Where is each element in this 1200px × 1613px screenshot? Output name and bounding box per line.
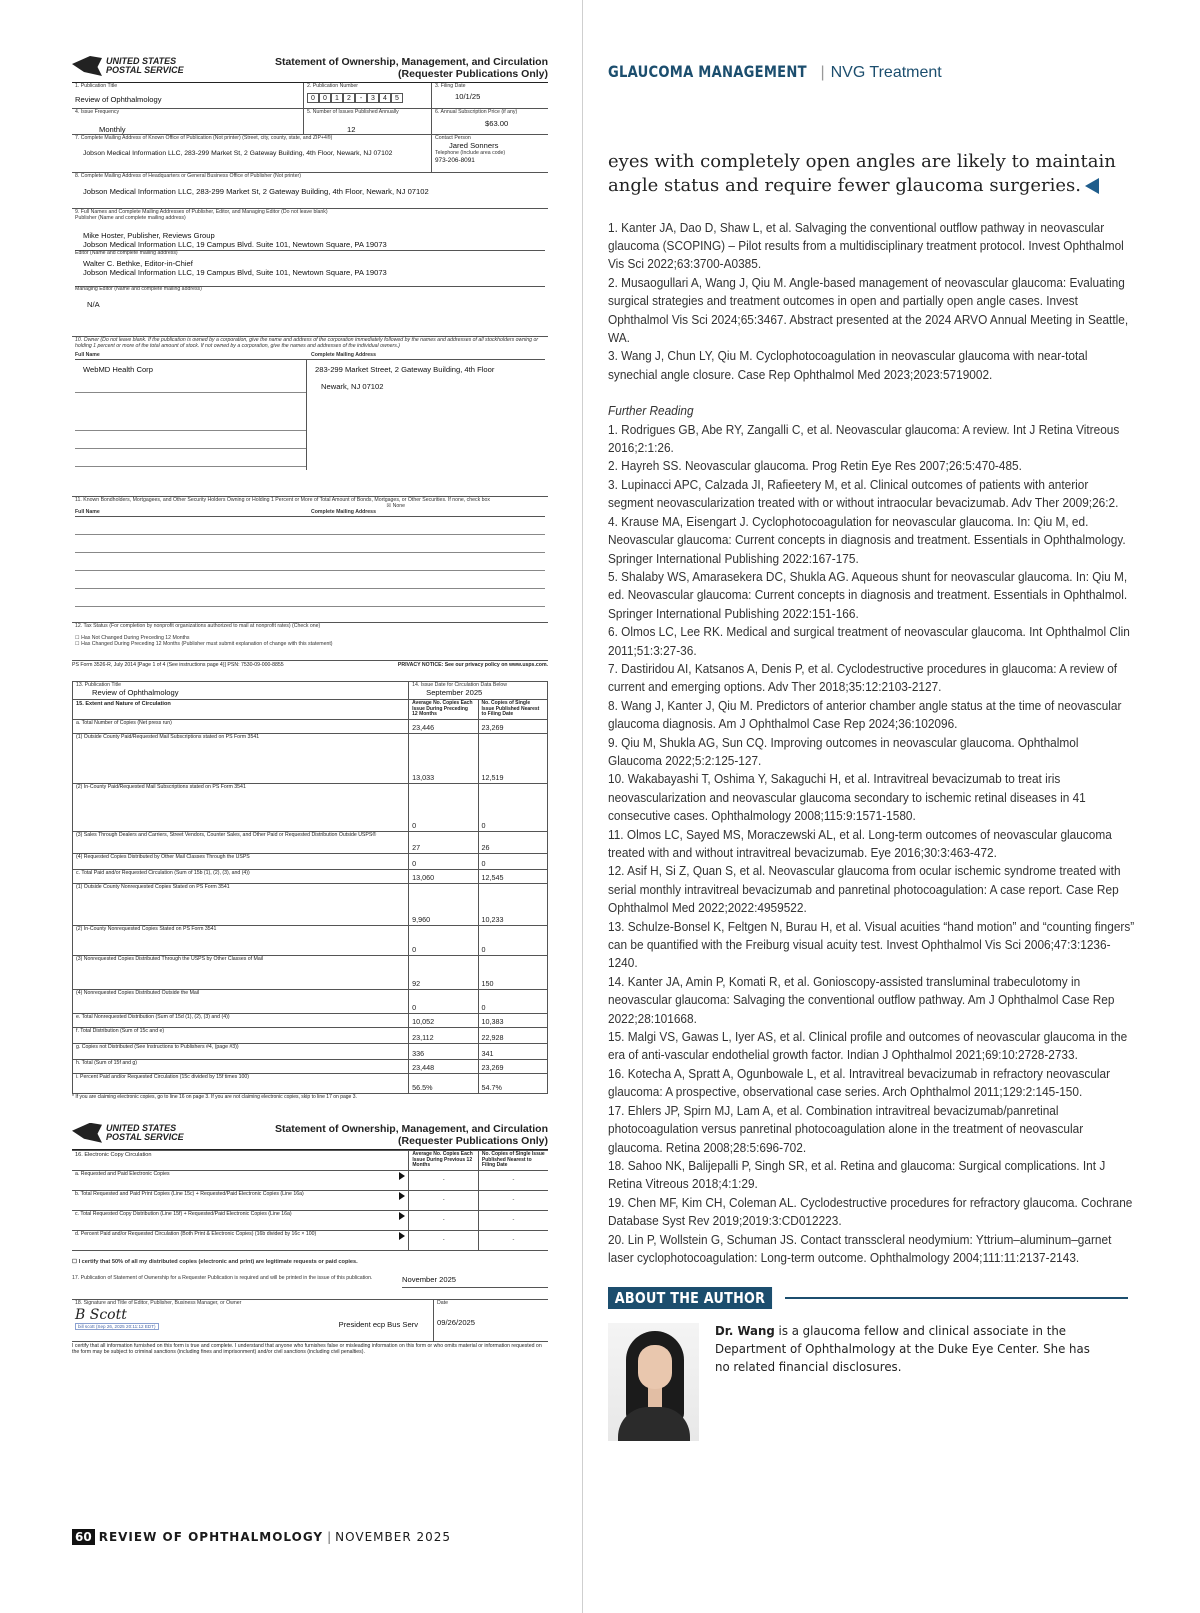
publication-name: REVIEW OF OPHTHALMOLOGY <box>98 1530 324 1544</box>
further-reading-item: 13. Schulze-Bonsel K, Feltgen N, Burau H, et al. Visual acuities “hand motion” and “counting fingers” can be quantified with the Freiburg visual acuity test. Invest Ophthalmol Vis Sci 2006;47:3:1236-1240. <box>608 919 1135 971</box>
erow-label-text: b. Total Requested and Paid Print Copies (Line 15c) + Requested/Paid Electronic Copies (Line 16a) <box>75 1191 304 1198</box>
usps-line2: POSTAL SERVICE <box>106 1131 184 1142</box>
table-row <box>73 1028 548 1044</box>
further-reading-item: 14. Kanter JA, Amin P, Komati R, et al. Gonioscopy-assisted transluminal trabeculotomy in neovascular glaucoma: Salvaging the conventional outflow pathway. Am J Ophthalmol Case Rep 2022;28:101668. <box>608 974 1115 1026</box>
row-single: 10,233 <box>478 884 547 926</box>
label-contact: Contact Person <box>435 135 471 142</box>
table-row <box>73 832 548 854</box>
references <box>608 219 1134 385</box>
label-office: 7. Complete Mailing Address of Known Office of Publication (Not printer) (Street, city, county, state, and ZIP+4®) <box>75 135 333 142</box>
phone-number: 973-206-8091 <box>435 156 475 164</box>
row-avg: 92 <box>409 956 478 990</box>
issue-date-footer: NOVEMBER 2025 <box>335 1530 452 1544</box>
footer-separator: | <box>327 1530 332 1544</box>
article-column <box>608 62 1135 1441</box>
erow-avg: - <box>409 1171 479 1191</box>
subscription-price: $63.00 <box>485 119 509 129</box>
further-reading-item: 10. Wakabayashi T, Oshima Y, Sakaguchi H, et al. Intravitreal bevacizumab to treat iris neovascularization and neovascular glaucoma secondary to ischemic retinal diseases in 41 consecutive cases. Ophthalmology 2008;115:9:1571-1580. <box>608 772 1086 824</box>
publisher-address: Jobson Medical Information LLC, 19 Campus Blvd. Suite 101, Newtown Square, PA 19073 <box>83 239 387 249</box>
about-author-label: ABOUT THE AUTHOR <box>608 1287 772 1309</box>
certification-text: I certify that all information furnished on this form is true and complete. I understand that anyone who furnishes false or misleading information on this form or who omits material or information requested on the form may be subject to criminal sanctions (including fines and imprisonment) and/or civil sanctions (including civil penalties). <box>72 1342 542 1355</box>
erow-single: - <box>478 1191 548 1211</box>
erow-label <box>72 1231 409 1251</box>
further-reading-item: 5. Shalaby WS, Amarasekera DC, Shukla AG. Aqueous shunt for neovascular glaucoma. In: Qiu M, ed. Neovascular glaucoma: Current concepts in diagnosis and treatment. Essentials in Ophthalmol. Springer International Publishing 2022:151-166. <box>608 569 1128 621</box>
form-row-11 <box>72 497 548 623</box>
row-avg: 336 <box>409 1044 478 1060</box>
row-label: (3) Nonrequested Copies Distributed Through the USPS by Other Classes of Mail <box>73 956 409 990</box>
erow-single: - <box>478 1211 548 1231</box>
further-reading-item: 4. Krause MA, Eisengart J. Cyclophotocoagulation for neovascular glaucoma. In: Qiu M, ed. Neovascular glaucoma: Current concepts in diagnosis and treatment. Essentials in Ophthalmology. Springer International Publishing 2022:167-175. <box>608 514 1126 566</box>
label-names: 9. Full Names and Complete Mailing Addresses of Publisher, Editor, and Managing Editor (Do not leave blank) <box>75 209 328 216</box>
table-row <box>73 1060 548 1074</box>
section-header <box>608 62 1128 82</box>
about-divider <box>785 1297 1128 1299</box>
end-mark-icon <box>1085 178 1099 194</box>
form-row-8 <box>72 173 548 209</box>
ownership-statement-form <box>72 56 548 1356</box>
row-label: (1) Outside County Nonrequested Copies Stated on PS Form 3541 <box>73 884 409 926</box>
editor-address: Jobson Medical Information LLC, 19 Campus Blvd, Suite 101, Newtown Square, PA 19073 <box>83 268 387 278</box>
table-row <box>73 854 548 870</box>
table-row <box>72 1191 548 1211</box>
table-row <box>73 1074 548 1094</box>
col-avg: Average No. Copies Each Issue During Preceding 12 Months <box>409 699 478 719</box>
row-single: 0 <box>478 990 547 1014</box>
further-reading-item: 9. Qiu M, Shukla AG, Sun CQ. Improving outcomes in neovascular glaucoma. Ophthalmol Glaucoma 2022;5:2:125-127. <box>608 735 1079 768</box>
row-label: g. Copies not Distributed (See Instructions to Publishers #4, (page #3)) <box>73 1044 409 1060</box>
further-reading-item: 16. Kotecha A, Spratt A, Ogunbowale L, et al. Intravitreal bevacizumab in refractory neovascular glaucoma: A prospective, observational case series. Arch Ophthalmol 2011;129:2:145-150. <box>608 1066 1111 1100</box>
row-label: c. Total Paid and/or Requested Circulation (Sum of 15b (1), (2), (3), and (4)) <box>73 870 409 884</box>
lead-text <box>608 150 1128 199</box>
pub-number-digit: 4 <box>379 93 391 103</box>
table-row <box>73 734 548 784</box>
eagle-icon <box>72 56 102 76</box>
label-issues: 5. Number of Issues Published Annually <box>307 109 399 116</box>
author-block <box>608 1323 1128 1441</box>
row-avg: 0 <box>409 990 478 1014</box>
row-avg: 27 <box>409 832 478 854</box>
row-label: (4) Requested Copies Distributed by Other Mail Classes Through the USPS <box>73 854 409 870</box>
table-row <box>73 926 548 956</box>
further-reading-item: 19. Chen MF, Kim CH, Coleman AL. Cyclodestructive procedures for refractory glaucoma. Cochrane Database Syst Rev 2019;2019:3:CD012223. <box>608 1195 1133 1229</box>
label-15: 15. Extent and Nature of Circulation <box>73 699 409 719</box>
form-row-10 <box>72 337 548 497</box>
form-title: Statement of Ownership, Management, and Circulation <box>274 56 548 68</box>
col-avg-2: Average No. Copies Each Issue During Previous 12 Months <box>409 1150 479 1170</box>
lead-sentence: eyes with completely open angles are likely to maintain angle status and require fewer glaucoma surgeries. <box>608 151 1116 197</box>
label-price: 6. Annual Subscription Price (if any) <box>435 109 518 116</box>
author-name: Dr. Wang <box>714 1324 775 1340</box>
table-row <box>73 956 548 990</box>
label-freq: 4. Issue Frequency <box>75 109 120 116</box>
row-label: (1) Outside County Paid/Requested Mail Subscriptions stated on PS Form 3541 <box>73 734 409 784</box>
row-avg: 10,052 <box>409 1014 478 1028</box>
row-single: 150 <box>478 956 547 990</box>
reference-item: 2. Musaogullari A, Wang J, Qiu M. Angle-based management of neovascular glaucoma: Evaluating surgical strategies and treatment outcomes in open and partially open angle cases. Invest Ophthalmol Vis Sci 2024;65:3467. Abstract presented at the 2024 ARVO Annual Meeting in Seattle, WA. <box>608 275 1129 346</box>
form-row-1 <box>72 83 548 109</box>
column-divider <box>582 0 583 1613</box>
form-header-2 <box>72 1123 548 1150</box>
pub-number-digit: 3 <box>367 93 379 103</box>
filing-date: 10/1/25 <box>455 92 481 102</box>
owner-address-1: 283-299 Market Street, 2 Gateway Building, 4th Floor <box>315 365 495 375</box>
row-avg: 0 <box>409 784 478 832</box>
row-label: a. Total Number of Copies (Net press run) <box>73 720 409 734</box>
table-row <box>73 1014 548 1028</box>
row-single: 54.7% <box>478 1074 547 1094</box>
label-date: Date <box>437 1299 448 1306</box>
row-avg: 56.5% <box>409 1074 478 1094</box>
pub-number-digit: 5 <box>391 93 403 103</box>
pub-number-digit: 0 <box>307 93 319 103</box>
owner-name: WebMD Health Corp <box>83 365 153 375</box>
tax-option-2: ☐ Has Changed During Preceding 12 Months (Publisher must submit explanation of change with this statement) <box>75 641 333 648</box>
page-footer <box>72 1529 451 1545</box>
row-single: 23,269 <box>478 1060 547 1074</box>
further-reading-item: 17. Ehlers JP, Spirn MJ, Lam A, et al. Combination intravitreal bevacizumab/panretinal photocoagulation versus panretinal photocoagulation alone in the treatment of neovascular glaucoma. Retina 2008;28:5:696-702. <box>608 1103 1084 1155</box>
table-row <box>73 990 548 1014</box>
reference-item: 3. Wang J, Chun LY, Qiu M. Cyclophotocoagulation in neovascular glaucoma with near-total synechial angle closure. Case Rep Ophthalmol Med 2023;2023:5719002. <box>608 349 1088 382</box>
further-reading-item: 3. Lupinacci APC, Calzada JI, Rafieetery M, et al. Clinical outcomes of patients with anterior segment neovascularization treated with or without intraocular bevacizumab. Adv Ther 2009;26:2. <box>608 477 1119 511</box>
signer-title: President ecp Bus Serv <box>338 1320 418 1330</box>
row-avg: 13,060 <box>409 870 478 884</box>
further-reading-item: 6. Olmos LC, Lee RK. Medical and surgical treatment of neovascular glaucoma. Int Ophthalmol Clin 2011;51:3:27-36. <box>608 625 1130 658</box>
row-avg: 13,033 <box>409 734 478 784</box>
table-row <box>73 884 548 926</box>
editor-name: Walter C. Bethke, Editor-in-Chief <box>83 259 193 269</box>
erow-label-text: d. Percent Paid and/or Requested Circulation (Both Print & Electronic Copies) (16b divided by 16c × 100) <box>75 1231 317 1238</box>
pub-number-digit: 2 <box>343 93 355 103</box>
erow-label-text: a. Requested and Paid Electronic Copies <box>75 1171 170 1178</box>
further-reading-item: 12. Asif H, Si Z, Quan S, et al. Neovascular glaucoma from ocular ischemic syndrome treated with serial monthly intravitreal bevacizumab and panretinal photocoagulation: A case report. Case Rep Ophthalmol Med 2022;2022:4959522. <box>608 864 1121 916</box>
row-avg: 0 <box>409 854 478 870</box>
further-reading-item: 15. Malgi VS, Gawas L, Iyer AS, et al. Clinical profile and outcomes of neovascular glaucoma in the era of anti-vascular endothelial growth factor. Indian J Ophthalmol 2021;69:10:2728-2733. <box>608 1030 1128 1063</box>
publisher-name: Mike Hoster, Publisher, Reviews Group <box>83 231 215 241</box>
tax-option-1: ☐ Has Not Changed During Preceding 12 Months <box>75 635 190 642</box>
section-title: GLAUCOMA MANAGEMENT <box>608 62 807 81</box>
managing-editor: N/A <box>87 299 100 309</box>
erow-single: - <box>478 1231 548 1251</box>
row-label: (2) In-County Nonrequested Copies Stated on PS Form 3541 <box>73 926 409 956</box>
erow-avg: - <box>409 1211 479 1231</box>
pub-title: Review of Ophthalmology <box>75 95 162 105</box>
erow-label-text: c. Total Requested Copy Distribution (Line 15f) + Requested/Paid Electronic Copies (Line 16a) <box>75 1211 292 1218</box>
usps-line1: UNITED STATES <box>106 56 177 66</box>
label-complete-address-2: Complete Mailing Address <box>311 509 376 516</box>
table-row <box>73 870 548 884</box>
row-single: 23,269 <box>478 720 547 734</box>
office-address: Jobson Medical Information LLC, 283-299 Market St, 2 Gateway Building, 4th Floor, Newark, NJ 07102 <box>83 150 393 158</box>
label-17: 17. Publication of Statement of Ownership for a Requester Publication is required and will be printed in the issue of this publication. <box>72 1274 373 1281</box>
bond-none-checkbox: ☒ None <box>386 503 405 510</box>
contact-person: Jared Sonners <box>449 141 499 151</box>
form-subtitle-2: (Requester Publications Only) <box>398 1134 548 1147</box>
issue-frequency: Monthly <box>99 125 126 135</box>
table-row <box>73 784 548 832</box>
further-reading-item: 11. Olmos LC, Sayed MS, Moraczewski AL, et al. Long-term outcomes of neovascular glaucoma treated with and without intravitreal bevacizumab. Eye 2016;30:3:463-472. <box>608 827 1112 860</box>
owner-address-2: Newark, NJ 07102 <box>321 381 384 391</box>
issues-per-year: 12 <box>347 125 356 135</box>
row-label: (3) Sales Through Dealers and Carriers, Street Vendors, Counter Sales, and Other Paid or Requested Distribution Outside USPS® <box>73 832 409 854</box>
label-phone: Telephone (Include area code) <box>435 149 506 156</box>
author-bio-text: is a glaucoma fellow and clinical associate in the Department of Ophthalmology at the Duke Eye Center. She has no related financial disclosures. <box>714 1324 1090 1376</box>
pub-number <box>307 93 428 103</box>
label-hq: 8. Complete Mailing Address of Headquarters or General Business Office of Publisher (Not printer) <box>75 173 301 180</box>
form-header <box>72 56 548 83</box>
row-avg: 23,112 <box>409 1028 478 1044</box>
label-bondholders: 11. Known Bondholders, Mortgagees, and Other Security Holders Owning or Holding 1 Percent or More of Total Amount of Bonds, Mortgages, or Other Securities. If none, check box <box>75 497 491 504</box>
table-row <box>73 720 548 734</box>
ps-form-number: PS Form 3526-R, July 2014 [Page 1 of 4 (See instructions page 4)] PSN: 7530-09-000-8855 <box>72 662 284 669</box>
row-label: i. Percent Paid and/or Requested Circulation (15c divided by 15f times 100) <box>73 1074 409 1094</box>
row-single: 10,383 <box>478 1014 547 1028</box>
arrow-icon <box>399 1232 405 1240</box>
row-avg: 23,448 <box>409 1060 478 1074</box>
author-photo <box>608 1323 699 1441</box>
label-16: 16. Electronic Copy Circulation <box>72 1150 409 1170</box>
row-avg: 9,960 <box>409 884 478 926</box>
further-reading-item: 1. Rodrigues GB, Abe RY, Zangalli C, et al. Neovascular glaucoma: A review. Int J Retina Vitreous 2016;2:1:26. <box>608 422 1120 456</box>
form-row-7 <box>72 135 548 173</box>
row-single: 26 <box>478 832 547 854</box>
hq-address: Jobson Medical Information LLC, 283-299 Market St, 2 Gateway Building, 4th Floor, Newark, NJ 07102 <box>83 187 429 197</box>
row-label: (2) In-County Paid/Requested Mail Subscriptions stated on PS Form 3541 <box>73 784 409 832</box>
col-single-2: No. Copies of Single Issue Published Nearest to Filing Date <box>478 1150 548 1170</box>
section-subtitle: NVG Treatment <box>830 64 942 81</box>
label-13: 13. Publication Title <box>76 682 121 689</box>
issue-date: September 2025 <box>426 688 483 698</box>
table-row <box>72 1231 548 1251</box>
row-single: 12,519 <box>478 734 547 784</box>
row-avg: 23,446 <box>409 720 478 734</box>
form-row-17 <box>72 1276 548 1300</box>
publication-issue: November 2025 <box>402 1276 548 1288</box>
arrow-icon <box>399 1212 405 1220</box>
signature-stamp: bill scott (Sep 26, 2025 20:11:12 EDT) <box>75 1323 159 1330</box>
sign-date: 09/26/2025 <box>437 1317 476 1327</box>
usps-logo <box>72 56 184 76</box>
table-row <box>72 1211 548 1231</box>
row-single: 341 <box>478 1044 547 1060</box>
row-single: 0 <box>478 784 547 832</box>
certify-checkbox: ☐ I certify that 50% of all my distributed copies (electronic and print) are legitimate requests or paid copies. <box>72 1259 358 1266</box>
ps-form-line <box>72 663 548 669</box>
erow-avg: - <box>409 1231 479 1251</box>
erow-single: - <box>478 1171 548 1191</box>
usps-line1: UNITED STATES <box>106 1122 177 1133</box>
section-separator: | <box>820 64 825 81</box>
further-reading-item: 20. Lin P, Wollstein G, Schuman JS. Contact transscleral neodymium: Yttrium–aluminum–garnet laser cyclophotocoagulation: Long-term outcome. Ophthalmology 2004;111:11:2137-2143. <box>608 1232 1112 1265</box>
label-owner: 10. Owner (Do not leave blank. If the publication is owned by a corporation, give the name and address of the corporation immediately followed by the names and addresses of all stockholders owning or holding 1 percent or more of the total amount of stock. If not owned by a corporation, give the names and addresses of the individual owners.) <box>75 337 539 350</box>
label-14: 14. Issue Date for Circulation Data Below <box>412 682 507 689</box>
label-fullname-2: Full Name <box>75 509 100 516</box>
page-number: 60 <box>72 1529 95 1545</box>
pub-number-digit: 0 <box>319 93 331 103</box>
label-pub-title: 1. Publication Title <box>75 83 118 90</box>
label-managing: Managing Editor (Name and complete mailing address) <box>75 286 545 293</box>
eagle-icon <box>72 1123 102 1143</box>
erow-label <box>72 1171 409 1191</box>
row-single: 22,928 <box>478 1028 547 1044</box>
row-single: 12,545 <box>478 870 547 884</box>
arrow-icon <box>399 1172 405 1180</box>
label-editor: Editor (Name and complete mailing address) <box>75 250 545 257</box>
form-row-18 <box>72 1300 548 1342</box>
label-18: 18. Signature and Title of Editor, Publisher, Business Manager, or Owner <box>75 1299 242 1306</box>
table-row <box>72 1171 548 1191</box>
row-single: 0 <box>478 926 547 956</box>
further-reading <box>608 421 1134 1268</box>
row-label: (4) Nonrequested Copies Distributed Outside the Mail <box>73 990 409 1014</box>
author-bio <box>715 1323 1095 1441</box>
label-fullname: Full Name <box>75 352 100 359</box>
usps-line2: POSTAL SERVICE <box>106 65 184 75</box>
about-author-bar <box>608 1287 1128 1309</box>
label-tax: 12. Tax Status (For completion by nonprofit organizations authorized to mail at nonprofit rates) (Check one) <box>75 623 321 630</box>
form-row-9 <box>72 209 548 337</box>
row-single: 0 <box>478 854 547 870</box>
row-label: h. Total (Sum of 15f and g) <box>73 1060 409 1074</box>
further-reading-item: 18. Sahoo NK, Balijepalli P, Singh SR, et al. Retina and glaucoma: Surgical complications. Int J Retina Vitreous 2018;4:1:29. <box>608 1158 1106 1192</box>
further-reading-item: 8. Wang J, Kanter J, Qiu M. Predictors of anterior chamber angle status at the time of neovascular glaucoma diagnosis. Am J Ophthalmol Case Rep 2024;36:102096. <box>608 698 1122 732</box>
row-label: f. Total Distribution (Sum of 15c and e) <box>73 1028 409 1044</box>
pub-number-digit: 1 <box>331 93 343 103</box>
electronic-table <box>72 1150 548 1251</box>
row-label: e. Total Nonrequested Distribution (Sum of 15d (1), (2), (3) and (4)) <box>73 1014 409 1028</box>
further-reading-item: 2. Hayreh SS. Neovascular glaucoma. Prog Retin Eye Res 2007;26:5:470-485. <box>608 459 1022 474</box>
form-row-2 <box>72 109 548 135</box>
arrow-icon <box>399 1192 405 1200</box>
signature: B Scott <box>75 1306 127 1323</box>
table-row <box>73 1044 548 1060</box>
privacy-notice: PRIVACY NOTICE: See our privacy policy on www.usps.com. <box>397 662 548 669</box>
circulation-table <box>72 681 548 1094</box>
pub-number-digit: - <box>355 93 367 103</box>
col-single: No. Copies of Single Issue Published Nearest to Filing Date <box>478 699 547 719</box>
pub-title-13: Review of Ophthalmology <box>92 688 179 698</box>
further-reading-title: Further Reading <box>608 404 694 419</box>
label-complete-address: Complete Mailing Address <box>311 352 376 359</box>
label-filing-date: 3. Filing Date <box>435 83 466 90</box>
erow-avg: - <box>409 1191 479 1211</box>
form-row-12 <box>72 623 548 661</box>
reference-item: 1. Kanter JA, Dao D, Shaw L, et al. Salvaging the conventional outflow pathway in neovascular glaucoma (SCOPING) – Pilot results from a multidisciplinary treatment protocol. Invest Ophthalmol Vis Sci 2022;63:3700-A0385. <box>608 220 1124 272</box>
label-publisher: Publisher (Name and complete mailing address) <box>75 215 186 222</box>
erow-label <box>72 1191 409 1211</box>
usps-logo-2 <box>72 1123 184 1143</box>
form-title-2: Statement of Ownership, Management, and Circulation <box>274 1122 548 1135</box>
form-subtitle: (Requester Publications Only) <box>398 68 548 81</box>
row-avg: 0 <box>409 926 478 956</box>
electronic-note: * If you are claiming electronic copies, go to line 16 on page 3. If you are not claiming electronic copies, skip to line 17 on page 3. <box>72 1094 357 1101</box>
label-pub-number: 2. Publication Number <box>307 83 359 90</box>
further-reading-item: 7. Dastiridou AI, Katsanos A, Denis P, et al. Cyclodestructive procedures in glaucoma: A review of current and emerging options. Adv Ther 2018;35:12:2103-2127. <box>608 661 1118 695</box>
erow-label <box>72 1211 409 1231</box>
